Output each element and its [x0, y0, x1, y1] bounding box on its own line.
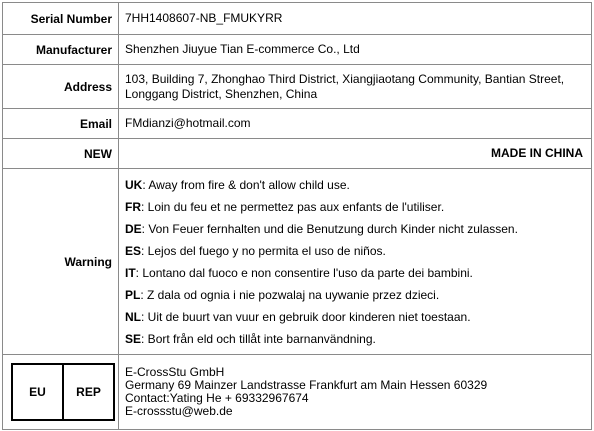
address-line-1: 103, Building 7, Zhonghao Third District, Xiangjiaotang Community, Bantian Street, [125, 71, 565, 86]
warning-text-nl: : Uit de buurt van vuur en gebruik door kinderen niet toestaan. [141, 309, 471, 324]
address-value [119, 65, 592, 109]
warning-text-it: : Lontano dal fuoco e non consentire l'uso da parte dei bambini. [135, 265, 473, 280]
new-label: NEW [3, 139, 119, 169]
manufacturer-label: Manufacturer [3, 35, 119, 65]
address-label: Address [3, 65, 119, 109]
row-email [3, 109, 592, 139]
made-in-china-value: MADE IN CHINA [119, 139, 592, 169]
warning-item-se [125, 328, 591, 350]
warning-item-de [125, 218, 591, 240]
warning-text-fr: : Loin du feu et ne permettez pas aux enfants de l'utiliser. [141, 199, 445, 214]
warning-text-uk: : Away from fire & don't allow child use. [142, 177, 350, 192]
email-label: Email [3, 109, 119, 139]
serial-number-value: 7HH1408607-NB_FMUKYRR [119, 3, 592, 35]
row-new [3, 139, 592, 169]
manufacturer-value: Shenzhen Jiuyue Tian E-commerce Co., Ltd [119, 35, 592, 65]
warning-code-fr: FR [125, 199, 141, 214]
warning-list [119, 169, 592, 355]
warning-item-nl [125, 306, 591, 328]
product-info-table [2, 2, 592, 430]
eu-badge-text: EU [29, 385, 46, 399]
warning-text-es: : Lejos del fuego y no permita el uso de niños. [141, 243, 386, 258]
rep-badge-text: REP [62, 365, 113, 419]
warning-text-se: : Bort från eld och tillåt inte barnanvändning. [141, 331, 376, 346]
row-address [3, 65, 592, 109]
eu-rep-company: E-CrossStu GmbH [125, 365, 225, 379]
row-serial-number [3, 3, 592, 35]
warning-item-pl [125, 284, 591, 306]
row-warning [3, 169, 592, 355]
warning-item-uk [125, 174, 591, 196]
warning-label: Warning [3, 169, 119, 355]
warning-item-fr [125, 196, 591, 218]
row-manufacturer [3, 35, 592, 65]
eu-rep-address: Germany 69 Mainzer Landstrasse Frankfurt am Main Hessen 60329 [125, 378, 488, 392]
eu-rep-email: E-crossstu@web.de [125, 404, 233, 418]
warning-code-nl: NL [125, 309, 141, 324]
eu-rep-contact: Contact:Yating He + 69332967674 [125, 391, 309, 405]
warning-item-es [125, 240, 591, 262]
warning-code-uk: UK [125, 177, 143, 192]
warning-item-it [125, 262, 591, 284]
row-eu-rep [3, 355, 592, 430]
warning-text-de: : Von Feuer fernhalten und die Benutzung durch Kinder nicht zulassen. [141, 221, 518, 236]
warning-code-de: DE [125, 221, 142, 236]
warning-text-pl: : Z dala od ognia i nie pozwalaj na uywanie przez dzieci. [140, 287, 440, 302]
address-line-2: Longgang District, Shenzhen, China [125, 86, 318, 101]
warning-code-it: IT [125, 265, 136, 280]
email-value: FMdianzi@hotmail.com [119, 109, 592, 139]
warning-code-pl: PL [125, 287, 141, 302]
warning-code-es: ES [125, 243, 142, 258]
eu-rep-badge [11, 363, 115, 421]
warning-code-se: SE [125, 331, 142, 346]
eu-rep-badge-cell [3, 355, 119, 430]
eu-rep-details [119, 355, 592, 430]
serial-number-label: Serial Number [3, 3, 119, 35]
